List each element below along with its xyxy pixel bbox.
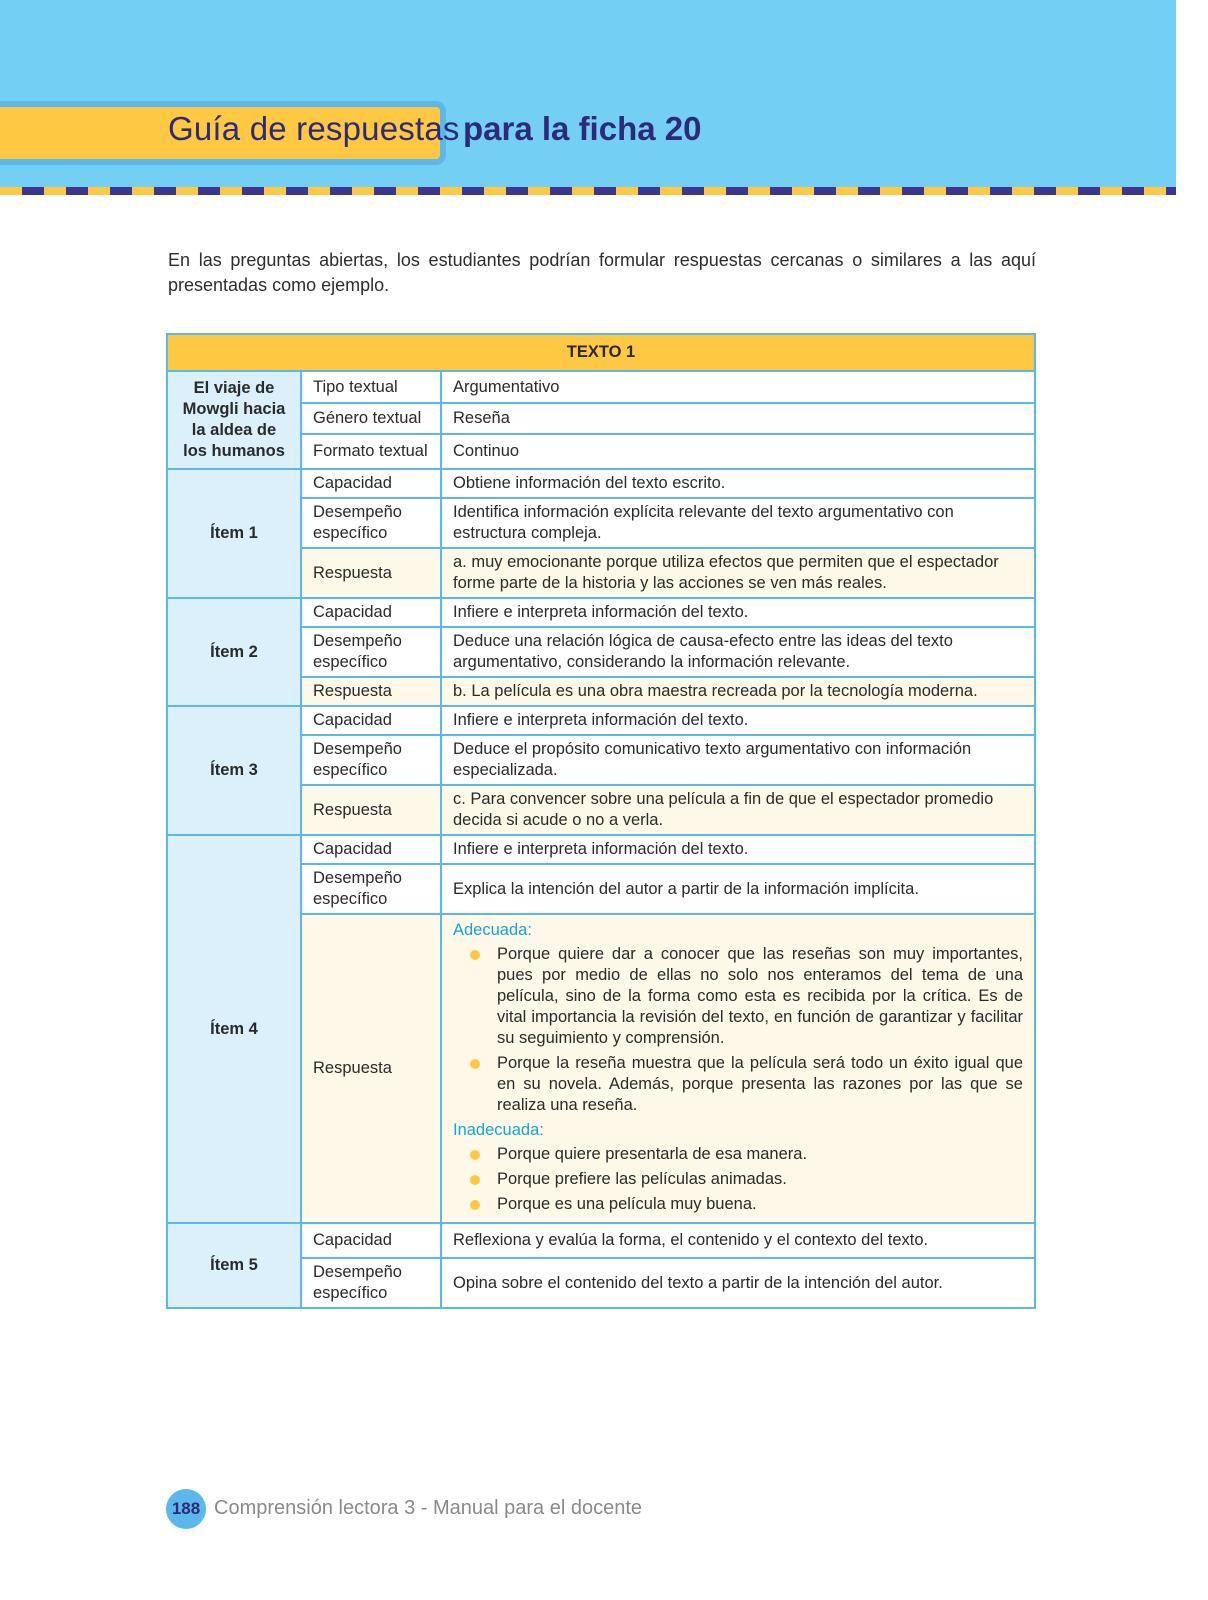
row-value: Argumentativo [441,371,1035,403]
desempeno-label: Desempeño específico [301,498,441,548]
list-item: Porque quiere dar a conocer que las reseñas son muy importantes, pues por medio de ellas no solo nos enteramos del tema de una película, sino de la forma como esta es recibida por la crítica. Es de vital importancia la revisión del texto, en función de garantizar y facilitar su seguimiento y comprensión. [453,944,1023,1049]
decorative-stripe [0,187,1176,195]
capacidad-value: Obtiene información del texto escrito. [441,469,1035,498]
table-row [167,598,1035,627]
respuesta-label: Respuesta [301,548,441,598]
bullet-icon [470,1150,480,1160]
row-value: Continuo [441,434,1035,469]
inadecuada-list [453,1144,1023,1215]
item-2-label: Ítem 2 [167,598,301,706]
list-item: Porque la reseña muestra que la película será todo un éxito igual que en su novela. Además, porque presenta las razones por las que se realiza una reseña. [453,1053,1023,1116]
desempeno-value: Deduce el propósito comunicativo texto argumentativo con información especializada. [441,735,1035,785]
capacidad-label: Capacidad [301,1223,441,1258]
capacidad-label: Capacidad [301,598,441,627]
item-4-label: Ítem 4 [167,835,301,1223]
table-row [167,835,1035,864]
row-value: Reseña [441,403,1035,434]
bullet-icon [470,1200,480,1210]
table-row [167,469,1035,498]
bullet-icon [470,1175,480,1185]
capacidad-label: Capacidad [301,706,441,735]
item-5-label: Ítem 5 [167,1223,301,1308]
capacidad-label: Capacidad [301,835,441,864]
desempeno-label: Desempeño específico [301,735,441,785]
desempeno-value: Explica la intención del autor a partir de la información implícita. [441,864,1035,914]
respuesta-label: Respuesta [301,677,441,706]
respuesta-value: c. Para convencer sobre una película a fin de que el espectador promedio decida si acude o no a verla. [441,785,1035,835]
capacidad-value: Reflexiona y evalúa la forma, el contenido y el contexto del texto. [441,1223,1035,1258]
row-label: Formato textual [301,434,441,469]
table-row [167,706,1035,735]
desempeno-label: Desempeño específico [301,864,441,914]
respuesta-label: Respuesta [301,785,441,835]
capacidad-label: Capacidad [301,469,441,498]
answer-guide-table [166,333,1036,1309]
desempeno-value: Identifica información explícita relevante del texto argumentativo con estructura compleja. [441,498,1035,548]
capacidad-value: Infiere e interpreta información del texto. [441,598,1035,627]
bullet-icon [470,1059,480,1069]
desempeno-label: Desempeño específico [301,627,441,677]
list-item: Porque quiere presentarla de esa manera. [453,1144,1023,1165]
table-heading: TEXTO 1 [167,334,1035,371]
desempeno-label: Desempeño específico [301,1258,441,1308]
footer-text: Comprensión lectora 3 - Manual para el docente [214,1497,643,1519]
table-heading-row [167,334,1035,371]
capacidad-value: Infiere e interpreta información del texto. [441,706,1035,735]
list-item: Porque prefiere las películas animadas. [453,1169,1023,1190]
page-subtitle: para la ficha 20 [463,110,702,147]
desempeno-value: Opina sobre el contenido del texto a partir de la intención del autor. [441,1258,1035,1308]
page-number: 188 [166,1489,206,1529]
desempeno-value: Deduce una relación lógica de causa-efecto entre las ideas del texto argumentativo, considerando la información relevante. [441,627,1035,677]
row-label: Género textual [301,403,441,434]
table-row [167,1223,1035,1258]
item-1-label: Ítem 1 [167,469,301,598]
intro-paragraph: En las preguntas abiertas, los estudiantes podrían formular respuestas cercanas o similares a las aquí presentadas como ejemplo. [168,250,1036,295]
respuesta-value: a. muy emocionante porque utiliza efectos que permiten que el espectador forme parte de la historia y las acciones se ven más reales. [441,548,1035,598]
inadecuada-heading: Inadecuada: [453,1121,544,1139]
respuesta-value [441,914,1035,1223]
page-title: Guía de respuestas [168,110,460,147]
item-3-label: Ítem 3 [167,706,301,835]
text-title: El viaje de Mowgli hacia la aldea de los humanos [167,371,301,469]
table-row [167,371,1035,403]
adecuada-heading: Adecuada: [453,921,532,939]
adecuada-list [453,944,1023,1116]
row-label: Tipo textual [301,371,441,403]
list-item: Porque es una película muy buena. [453,1194,1023,1215]
capacidad-value: Infiere e interpreta información del texto. [441,835,1035,864]
respuesta-label: Respuesta [301,914,441,1223]
bullet-icon [470,950,480,960]
respuesta-value: b. La película es una obra maestra recreada por la tecnología moderna. [441,677,1035,706]
